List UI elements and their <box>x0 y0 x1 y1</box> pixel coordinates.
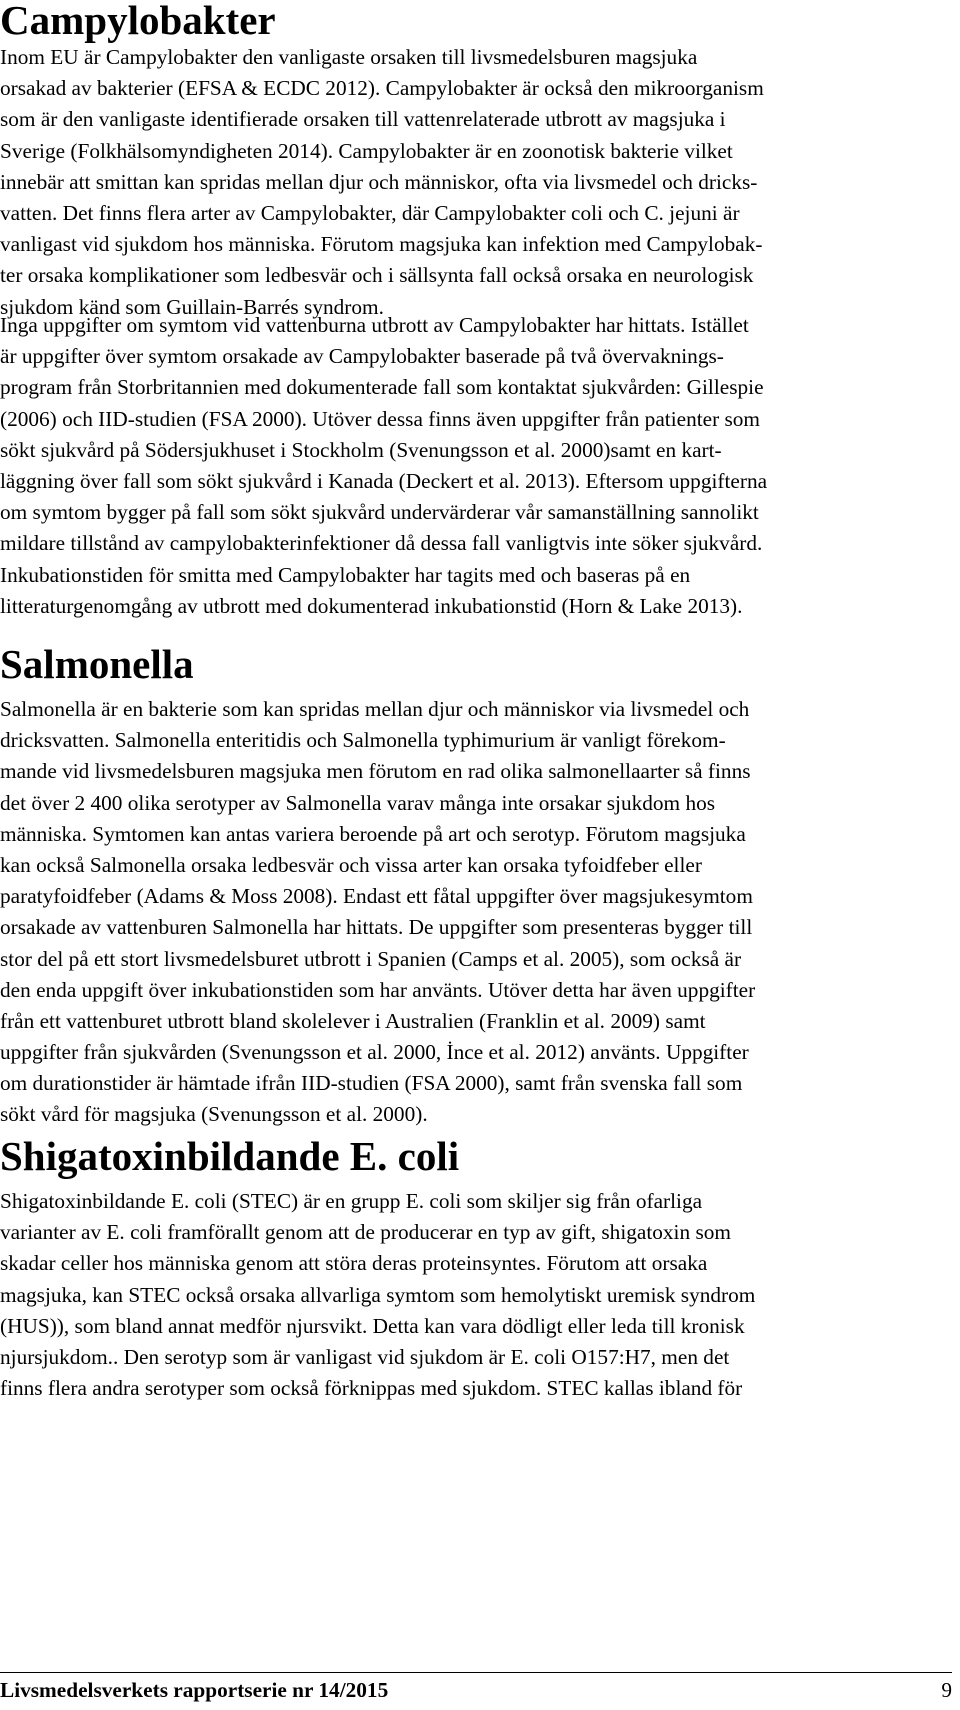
text-line: njursjukdom.. Den serotyp som är vanligast vid sjukdom är E. coli O157:H7, men det <box>0 1344 730 1369</box>
text-line: sökt sjukvård på Södersjukhuset i Stockholm (Svenungsson et al. 2000)samt en kart- <box>0 437 722 462</box>
text-line: mande vid livsmedelsburen magsjuka men förutom en rad olika salmonellaarter så finns <box>0 759 751 784</box>
text-line: vanligast vid sjukdom hos människa. Förutom magsjuka kan infektion med Campylobak- <box>0 232 763 257</box>
text-line: orsakade av vattenburen Salmonella har hittats. De uppgifter som presenteras bygger till <box>0 915 753 940</box>
text-line: vatten. Det finns flera arter av Campylobakter, där Campylobakter coli och C. jejuni är <box>0 200 740 225</box>
text-line: orsakad av bakterier (EFSA & ECDC 2012). Campylobakter är också den mikroorganism <box>0 76 764 101</box>
text-line: varianter av E. coli framförallt genom att de producerar en typ av gift, shigatoxin som <box>0 1220 731 1245</box>
section-heading-stec: Shigatoxinbildande E. coli <box>0 1133 460 1179</box>
page-number: 9 <box>941 1678 952 1702</box>
text-line: Sverige (Folkhälsomyndigheten 2014). Campylobakter är en zoonotisk bakterie vilket <box>0 138 733 163</box>
footer-series-title: Livsmedelsverkets rapportserie nr 14/2015 <box>0 1678 389 1702</box>
text-line: är uppgifter över symtom orsakade av Campylobakter baserade på två övervaknings- <box>0 344 724 369</box>
text-line: läggning över fall som sökt sjukvård i Kanada (Deckert et al. 2013). Eftersom uppgifterna <box>0 468 768 493</box>
text-line: människa. Symtomen kan antas variera beroende på art och serotyp. Förutom magsjuka <box>0 821 746 846</box>
paragraph-salmonella <box>0 694 952 1131</box>
paragraph-campylobakter-1 <box>0 42 952 323</box>
text-line: (HUS)), som bland annat medför njursvikt. Detta kan vara dödligt eller leda till kronisk <box>0 1313 745 1338</box>
paragraph-stec <box>0 1186 952 1404</box>
text-line: sjukdom känd som Guillain-Barrés syndrom. <box>0 294 384 319</box>
text-line: mildare tillstånd av campylobakterinfektioner då dessa fall vanligtvis inte söker sjukvård. <box>0 531 763 556</box>
text-line: sökt vård för magsjuka (Svenungsson et al. 2000). <box>0 1102 428 1127</box>
footer-divider <box>0 1672 952 1673</box>
paragraph-campylobakter-2 <box>0 310 952 622</box>
text-line: kan också Salmonella orsaka ledbesvär och vissa arter kan orsaka tyfoidfeber eller <box>0 852 702 877</box>
text-line: om durationstider är hämtade ifrån IID-studien (FSA 2000), samt från svenska fall som <box>0 1071 743 1096</box>
text-line: Inkubationstiden för smitta med Campylobakter har tagits med och baseras på en <box>0 562 691 587</box>
text-line: stor del på ett stort livsmedelsburet utbrott i Spanien (Camps et al. 2005), som också är <box>0 946 742 971</box>
text-line: magsjuka, kan STEC också orsaka allvarliga symtom som hemolytiskt uremisk syndrom <box>0 1282 756 1307</box>
text-line: ter orsaka komplikationer som ledbesvär och i sällsynta fall också orsaka en neurologisk <box>0 263 754 288</box>
section-heading-campylobakter: Campylobakter <box>0 0 276 43</box>
text-line: Inga uppgifter om symtom vid vattenburna utbrott av Campylobakter har hittats. Istället <box>0 313 749 337</box>
text-line: paratyfoidfeber (Adams & Moss 2008). Endast ett fåtal uppgifter över magsjukesymtom <box>0 884 753 909</box>
text-line: litteraturgenomgång av utbrott med dokumenterad inkubationstid (Horn & Lake 2013). <box>0 593 743 618</box>
text-line: dricksvatten. Salmonella enteritidis och Salmonella typhimurium är vanligt förekom- <box>0 728 726 753</box>
text-line: (2006) och IID-studien (FSA 2000). Utöver dessa finns även uppgifter från patienter som <box>0 406 761 431</box>
text-line: den enda uppgift över inkubationstiden som har använts. Utöver detta har även uppgifter <box>0 977 756 1002</box>
text-line: uppgifter från sjukvården (Svenungsson et al. 2000, İnce et al. 2012) använts. Uppgifter <box>0 1040 749 1065</box>
text-line: Salmonella är en bakterie som kan spridas mellan djur och människor via livsmedel och <box>0 697 750 721</box>
text-line: om symtom bygger på fall som sökt sjukvård undervärderar vår samanställning sannolikt <box>0 500 759 525</box>
text-line: det över 2 400 olika serotyper av Salmonella varav många inte orsakar sjukdom hos <box>0 790 716 815</box>
text-line: skadar celler hos människa genom att störa deras proteinsyntes. Förutom att orsaka <box>0 1251 708 1276</box>
section-heading-salmonella: Salmonella <box>0 641 194 687</box>
text-line: Shigatoxinbildande E. coli (STEC) är en grupp E. coli som skiljer sig från ofarliga <box>0 1189 703 1213</box>
text-line: Inom EU är Campylobakter den vanligaste orsaken till livsmedelsburen magsjuka <box>0 45 698 69</box>
text-line: från ett vattenburet utbrott bland skolelever i Australien (Franklin et al. 2009) samt <box>0 1008 706 1033</box>
text-line: innebär att smittan kan spridas mellan djur och människor, ofta via livsmedel och dricks- <box>0 169 758 194</box>
text-line: program från Storbritannien med dokumenterade fall som kontaktat sjukvården: Gillespie <box>0 375 764 400</box>
text-line: som är den vanligaste identifierade orsaken till vattenrelaterade utbrott av magsjuka i <box>0 107 726 132</box>
text-line: finns flera andra serotyper som också förknippas med sjukdom. STEC kallas ibland för <box>0 1376 743 1401</box>
